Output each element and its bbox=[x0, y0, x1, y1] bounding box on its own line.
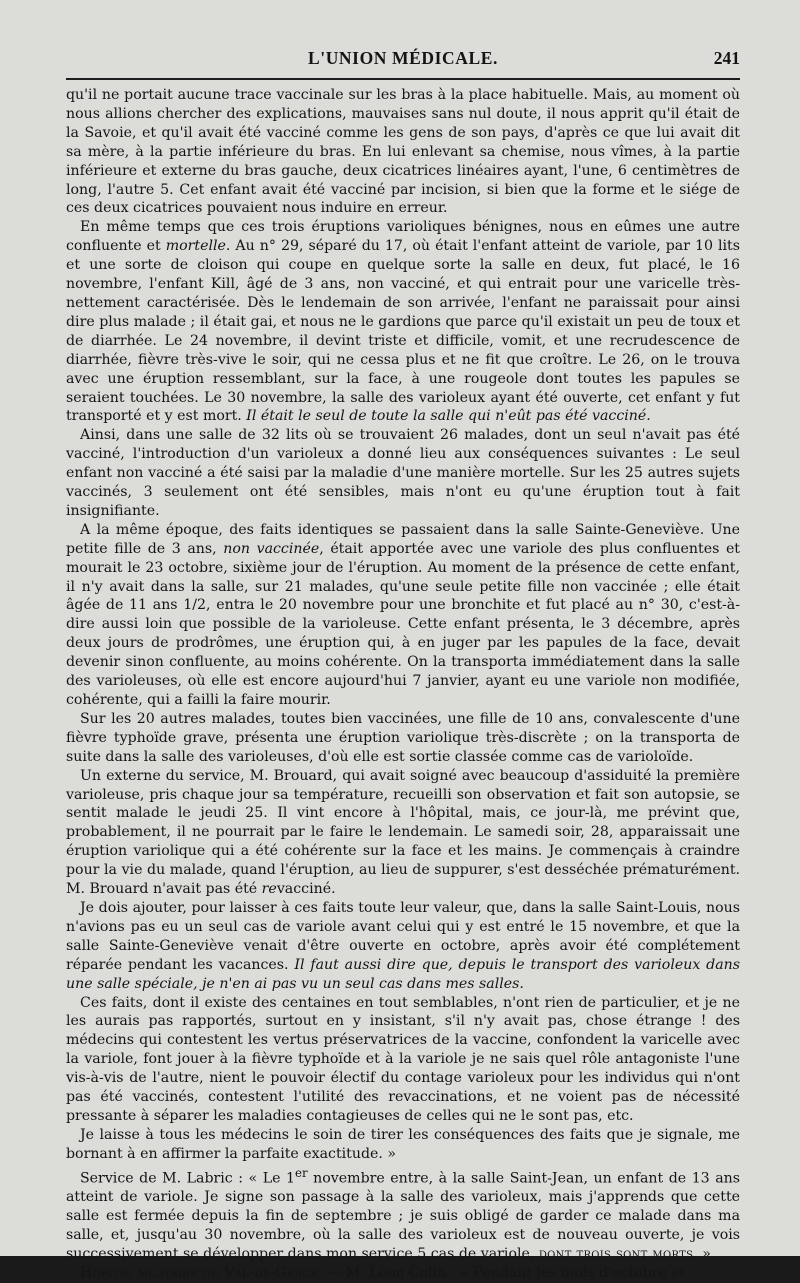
text-run: Ces faits, dont il existe des centaines en tout semblables, n'ont rien de particulier, et je ne les aurais pas rapportés, surtout en y insistant, s'il n'y avait pas, chose étrange ! des médecins qui contestent les vertus préservatrices de la vaccine, confondent la varicelle avec la variole, font jouer à la fièvre typhoïde et à la variole je ne sais quel rôle antagoniste l'une vis-à-vis de l'autre, nient le pouvoir électif du contage varioleux pour les individus qui n'ont pas été vaccinés, contestent l'utilité des revaccinations, et ne voient pas de nécessité pressante à séparer les maladies contagieuses de celles qui ne le sont pas, etc. bbox=[66, 994, 740, 1124]
text-run: vacciné. bbox=[276, 881, 336, 898]
paragraph bbox=[66, 426, 740, 521]
paragraph bbox=[66, 218, 740, 426]
paragraph bbox=[66, 1126, 740, 1164]
text-run: Je laisse à tous les médecins le soin de tirer les conséquences des faits que je signale, me bornant à en affirmer la parfaite exactitude. » bbox=[66, 1126, 740, 1162]
small-caps-text: Hôpital militaire du Val-de-Grace bbox=[80, 1264, 318, 1281]
paragraph bbox=[66, 899, 740, 994]
italic-text: Il faut aussi dire que, depuis le transport des varioleux dans une salle spéciale, je n'en ai pas vu un seul cas dans mes salles. bbox=[66, 956, 740, 992]
text-run: Service de M. Labric : « Le 1 bbox=[80, 1170, 296, 1187]
running-header bbox=[66, 44, 740, 70]
text-run: Sur les 20 autres malades, toutes bien vaccinées, une fille de 10 ans, convalescente d'une fièvre typhoïde grave, présenta une éruption variolique très-discrète ; on la transporta de suite dans la salle des varioleuses, d'où elle est sortie classée comme cas de varioloïde. bbox=[66, 710, 740, 765]
paragraph bbox=[66, 1164, 740, 1264]
paragraph bbox=[66, 1264, 740, 1283]
text-run: qu'il ne portait aucune trace vaccinale sur les bras à la place habituelle. Mais, au moment où nous allions chercher des explications, mauvaises sans nul doute, il nous apprit qu'il était de la Savoie, et qu'il avait été vacciné comme les gens de son pays, d'après ce que lui avait dit sa mère, à la partie inférieure du bras. En lui enlevant sa chemise, nous vîmes, à la partie inférieure et externe du bras gauche, deux cicatrices linéaires ayant, l'une, 6 centimètres de long, l'autre 5. Cet enfant avait été vacciné par incision, si bien que la forme et le siége de ces deux cicatrices pouvaient nous induire en erreur. bbox=[66, 87, 740, 217]
italic-text: Il était le seul de toute la salle qui n'eût pas été vacciné. bbox=[246, 408, 651, 425]
text-run: En même temps que ces trois éruptions varioliques bénignes, nous en eûmes une autre confluente et bbox=[66, 219, 740, 255]
text-run: . » bbox=[693, 1246, 711, 1262]
paragraph bbox=[66, 521, 740, 710]
small-caps-text: dont trois sont morts bbox=[538, 1246, 694, 1262]
text-run: Un externe du service, M. Brouard, qui avait soigné avec beaucoup d'assiduité la première varioleuse, pris chaque jour sa température, recueilli son observation et fait son autopsie, se sentit malade le jeudi 25. Il vint encore à l'hôpital, mais, ce jour-là, me prévint que, probablement, il ne pourrait par le faire le lendemain. Le samedi soir, 28, apparaissait une éruption variolique qui a été cohérente sur la face et les mains. Je commençais à craindre pour la vie du malade, quand l'éruption, au lieu de suppurer, s'est desséchée prématurément. M. Brouard n'avait pas été bbox=[66, 767, 740, 898]
paragraph bbox=[66, 86, 740, 218]
text-run: . Au n° 29, séparé du 17, où était l'enfant atteint de variole, par 10 lits et une sorte de cloison qui coupe en quelque sorte la salle en deux, fut placé, le 16 novembre, l'enfant Kill, âgé de 3 ans, non vacciné, et qui entrait pour une varicelle très-nettement caractérisée. Dès le lendemain de son arrivée, l'enfant ne paraissait pour ainsi dire plus malade ; il était gai, et nous ne le gardions que parce qu'il existait un peu de toux et de diarrhée. Le 24 novembre, il devint triste et difficile, vomit, et une recrudescence de diarrhée, fièvre très-vive le soir, qui ne cessa plus et ne fit que croître. Le 26, on le trouva avec une éruption ressemblant, sur la face, à une rougeole dont toutes les papules se seraient touchées. Le 30 novembre, la salle des varioleux ayant été ouverte, cet enfant y fut transporté et y est mort. bbox=[66, 238, 740, 425]
article-body bbox=[66, 86, 740, 1283]
italic-text: non vaccinée bbox=[223, 540, 320, 557]
text-run: Ainsi, dans une salle de 32 lits où se trouvaient 26 malades, dont un seul n'avait pas été vacciné, l'introduction d'un varioleux a donné lieu aux conséquences suivantes : Le seul enfant non vacciné a été saisi par la maladie d'une manière mortelle. Sur les 25 autres sujets vaccinés, 3 seulement ont été sensibles, mais n'ont eu qu'une éruption tout à fait insignifiante. bbox=[66, 427, 740, 519]
text-run: . — M. Léon Colin : « Pendant les mois d'octobre et bbox=[317, 1264, 686, 1281]
italic-text: mortelle bbox=[165, 238, 226, 255]
header-rule bbox=[66, 78, 740, 80]
text-run: Je dois ajouter, pour laisser à ces faits toute leur valeur, que, dans la salle Saint-Louis, nous n'avions pas eu un seul cas de variole avant celui qui y est entré le 15 novembre, et que la salle Sainte-Geneviève venait d'être ouverte en octobre, après avoir été complétement réparée pendant les vacances. bbox=[66, 899, 740, 973]
paragraph bbox=[66, 994, 740, 1126]
paragraph bbox=[66, 710, 740, 767]
journal-title: L'UNION MÉDICALE. bbox=[307, 48, 499, 68]
text-run: novembre entre, à la salle Saint-Jean, un enfant de 13 ans atteint de variole. Je signe son passage à la salle des varioleux, mais j'apprends que cette salle est fermée depuis la fin de septembre ; je suis obligé de garder ce malade dans ma salle, et, jusqu'au 30 novembre, où la salle des varioleux est de nouveau ouverte, je vois successivement se développer dans mon service 5 cas de variole, bbox=[66, 1170, 741, 1262]
text-run: A la même époque, des faits identiques se passaient dans la salle Sainte-Geneviève. Une petite fille de 3 ans, bbox=[66, 521, 740, 557]
paragraph bbox=[66, 767, 740, 899]
italic-text: re bbox=[261, 881, 277, 898]
text-run: , était apportée avec une variole des plus confluentes et mourait le 23 octobre, sixième jour de l'éruption. Au moment de la présence de cette enfant, il n'y avait dans la salle, sur 21 malades, qu'une seule petite fille non vaccinée ; elle était âgée de 11 ans 1/2, entra le 20 novembre pour une bronchite et fut placé au n° 30, c'est-à-dire aussi loin que possible de la varioleuse. Cette enfant présenta, le 3 décembre, après deux jours de prodrômes, une éruption qui, à en juger par les papules de la face, devait devenir sinon confluente, au moins cohérente. On la transporta immédiatement dans la salle des varioleuses, où elle est encore aujourd'hui 7 janvier, ayant eu une variole non modifiée, cohérente, qui a failli la faire mourir. bbox=[66, 540, 740, 708]
page-number: 241 bbox=[713, 48, 740, 68]
superscript: er bbox=[295, 1165, 308, 1180]
